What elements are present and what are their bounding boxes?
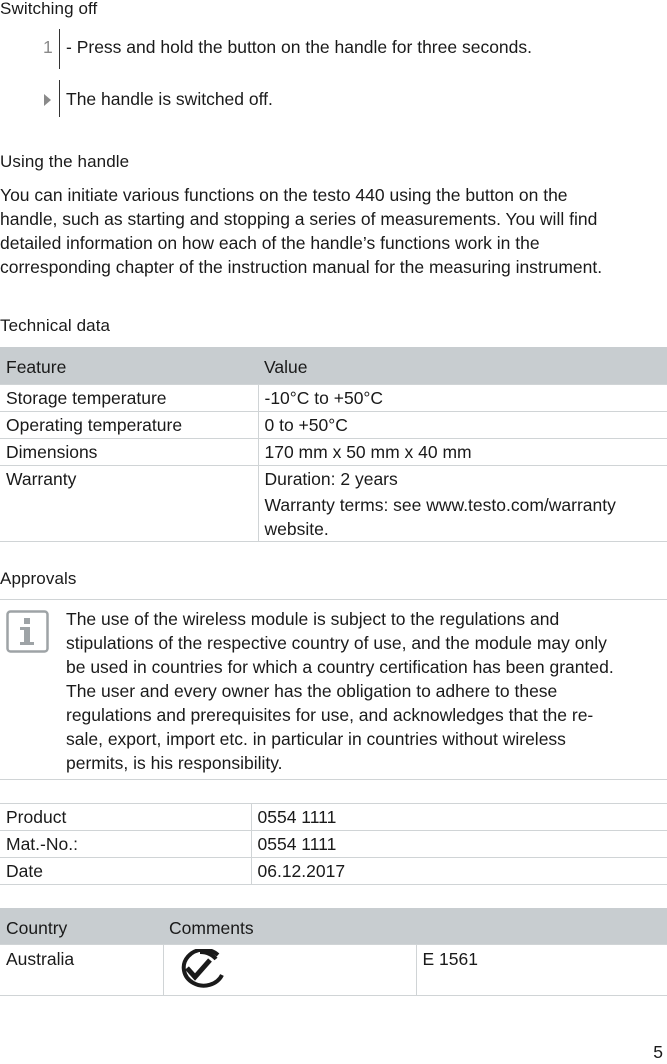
step-text: - Press and hold the button on the handle for three seconds. — [66, 37, 533, 57]
result-divider — [59, 80, 60, 117]
country-table — [0, 908, 667, 996]
table-row — [0, 804, 667, 831]
note-line: permits, is his responsibility. — [66, 753, 283, 773]
technical-data-heading: Technical data — [0, 316, 111, 335]
product-value-cell: 0554 1111 — [251, 831, 667, 858]
product-table — [0, 803, 667, 885]
warranty-duration: Duration: 2 years — [264, 468, 398, 489]
result-text: The handle is switched off. — [66, 89, 273, 109]
result-arrow-icon — [44, 94, 51, 106]
column-header-country: Country — [0, 908, 163, 944]
table-row — [0, 411, 667, 438]
table-row — [0, 438, 667, 465]
note-line: be used in countries for which a country certification has been granted. — [66, 657, 614, 677]
table-row — [0, 384, 667, 411]
info-note — [0, 599, 667, 780]
warranty-terms-cont: website. — [264, 518, 329, 539]
table-row — [0, 944, 667, 995]
note-line: regulations and prerequisites for use, and acknowledges that the re- — [66, 705, 594, 725]
feature-cell: Dimensions — [0, 438, 258, 465]
feature-cell: Operating temperature — [0, 411, 258, 438]
table-row — [0, 831, 667, 858]
using-handle-paragraph — [0, 183, 667, 279]
step-divider — [59, 29, 60, 69]
product-label-cell: Mat.-No.: — [0, 831, 251, 858]
product-value-cell: 06.12.2017 — [251, 858, 667, 885]
comment-cell: E 1561 — [416, 944, 667, 995]
feature-cell: Storage temperature — [0, 384, 258, 411]
note-line: The use of the wireless module is subject to the regulations and — [66, 609, 560, 629]
table-row — [0, 858, 667, 885]
note-line: sale, export, import etc. in particular in countries without wireless — [66, 729, 566, 749]
note-line: stipulations of the respective country of use, and the module may only — [66, 633, 607, 653]
paragraph-line: detailed information on how each of the handle’s functions work in the — [0, 233, 540, 253]
table-row — [0, 465, 667, 541]
step-number: 1 — [43, 37, 53, 57]
warranty-terms: Warranty terms: see www.testo.com/warranty — [264, 494, 616, 515]
page-number: 5 — [653, 1042, 663, 1062]
column-header-comments: Comments — [163, 908, 667, 944]
column-header-value: Value — [258, 347, 667, 384]
switching-off-heading: Switching off — [0, 0, 98, 18]
using-handle-heading: Using the handle — [0, 152, 130, 171]
value-cell — [258, 465, 667, 541]
value-cell: -10°C to +50°C — [258, 384, 667, 411]
paragraph-line: You can initiate various functions on the testo 440 using the button on the — [0, 185, 568, 205]
approvals-heading: Approvals — [0, 569, 77, 588]
info-icon — [6, 610, 49, 653]
value-cell: 170 mm x 50 mm x 40 mm — [258, 438, 667, 465]
product-value-cell: 0554 1111 — [251, 804, 667, 831]
paragraph-line: corresponding chapter of the instruction manual for the measuring instrument. — [0, 257, 603, 277]
column-header-feature: Feature — [0, 347, 258, 384]
paragraph-line: handle, such as starting and stopping a series of measurements. You will find — [0, 209, 598, 229]
rcm-mark-icon — [170, 949, 228, 989]
info-note-text — [66, 607, 667, 775]
technical-data-table — [0, 347, 667, 542]
mark-cell — [163, 944, 416, 995]
country-cell: Australia — [0, 944, 163, 995]
feature-cell: Warranty — [0, 465, 258, 541]
value-cell: 0 to +50°C — [258, 411, 667, 438]
note-line: The user and every owner has the obligation to adhere to these — [66, 681, 558, 701]
product-label-cell: Product — [0, 804, 251, 831]
product-label-cell: Date — [0, 858, 251, 885]
